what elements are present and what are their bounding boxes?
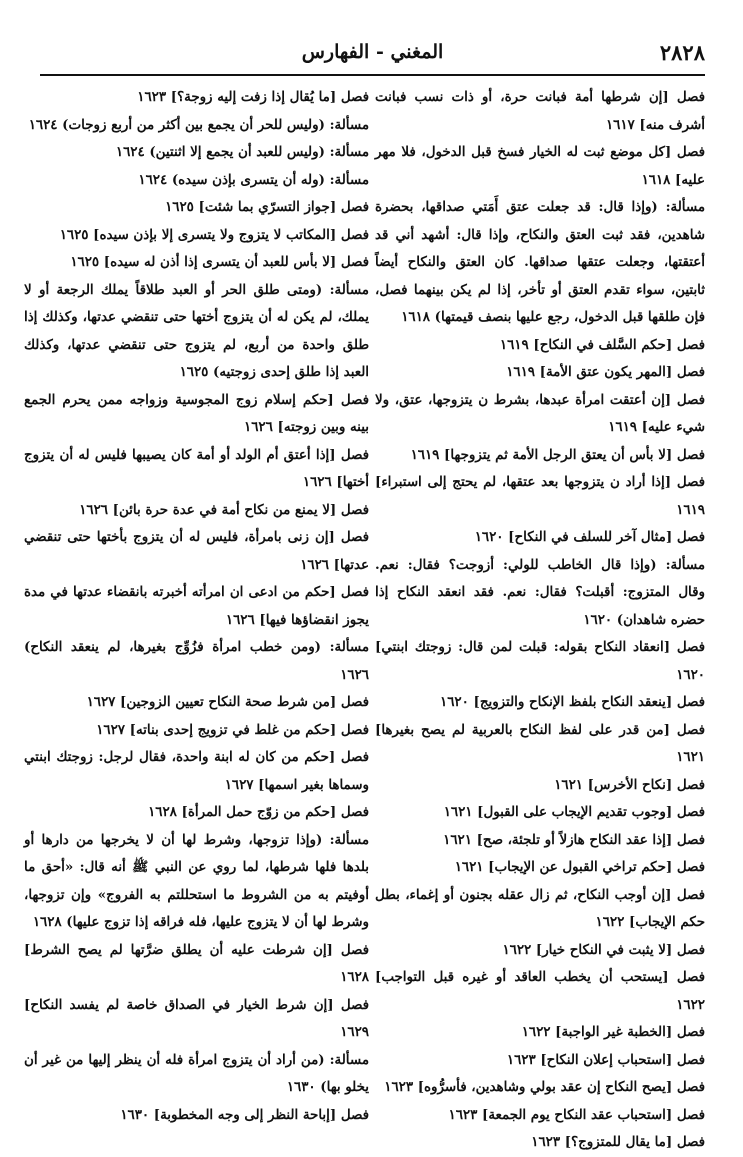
index-column-left <box>24 84 369 1129</box>
index-entry: فصل [جواز التسرّي بما شئت] ١٦٢٥ <box>165 199 369 215</box>
index-entry: فصل [إذا عقد النكاح هازلاً أو تلجئة، صح] ١٦٢١ <box>443 831 705 848</box>
index-column-right <box>375 84 705 1157</box>
page-header <box>40 40 705 70</box>
index-entry: فصل [حكم السَّلف في النكاح] ١٦١٩ <box>499 336 705 353</box>
index-entry: فصل [حكم من كان له ابنة واحدة، فقال لرجل: زوجتك ابنتي وسماها بغير اسمها] ١٦٢٧ <box>24 749 369 793</box>
index-entry: فصل [لا بأس أن يعتق الرجل الأمة ثم يتزوجها] ١٦١٩ <box>410 446 705 463</box>
index-entry: فصل [إباحة النظر إلى وجه المخطوبة] ١٦٣٠ <box>120 1106 369 1123</box>
index-entry: فصل [إن أعتقت امرأة عبدها، بشرط ن يتزوجها، عتق، ولا شيء عليه] ١٦١٩ <box>375 391 705 435</box>
index-entry: مسألة: (وليس للعبد أن يجمع إلا اثنتين) ١٦٢٤ <box>115 144 369 160</box>
page-number: ٢٨٢٨ <box>659 40 705 65</box>
index-entry: فصل [نكاح الأخرس] ١٦٢١ <box>554 776 705 793</box>
index-entry: فصل [انعقاد النكاح بقوله: قبلت لمن قال: زوجتك ابنتي] ١٦٢٠ <box>375 639 705 683</box>
index-entry: فصل [الخطبة غير الواجبة] ١٦٢٢ <box>521 1024 705 1040</box>
index-entry: فصل [يصح النكاح إن عقد بولي وشاهدين، فأسرُّوه] ١٦٢٣ <box>384 1079 705 1095</box>
index-entry: مسألة: (وإذا قال الخاطب للولي: أزوجت؟ فقال: نعم. وقال المتزوج: أقبلت؟ فقال: نعم. فقد انعقد النكاح إذا حضره شاهدان) ١٦٢٠ <box>375 556 705 628</box>
index-entry: فصل [لا بأس للعبد أن يتسرى إذا أذن له سيده] ١٦٢٥ <box>70 254 369 270</box>
index-entry: فصل [ينعقد النكاح بلفظ الإنكاح والتزويج] ١٦٢٠ <box>440 694 705 710</box>
index-entry: فصل [ما يُقال إذا زفت إليه زوجة؟] ١٦٢٣ <box>137 89 369 105</box>
index-entry: فصل [إن شرطها أمة فبانت حرة، أو ذات نسب فبانت أشرف منه] ١٦١٧ <box>375 89 705 133</box>
book-title: المغني <box>390 41 444 63</box>
index-entry: فصل [إن أوجب النكاح، ثم زال عقله بجنون أو إغماء، بطل حكم الإيجاب] ١٦٢٢ <box>375 886 705 930</box>
index-entry: مسألة: (ومتى طلق الحر أو العبد طلاقاً يملك الرجعة أو لا يملك، لم يكن له أن يتزوج أختها حتى تنقضي عدتها، وكذلك إذا طلق واحدة من أربع، لم يتزوج حتى تنقضي عدتها، وكذلك العبد إذا طلق إحدى زوجتيه) ١٦٢٥ <box>24 281 369 380</box>
index-entry: مسألة: (وإذا قال: قد جعلت عتق أَمَتي صداقها، بحضرة شاهدين، فقد ثبت العتق والنكاح، وإذا قال: أشهد أني قد أعتقتها، وجعلت عتقها صداقها. كان العتق والنكاح أيضاً ثابتين، سواء تقدم العتق أو تأخر، إذا لم يكن بينهما فصل، فإن طلقها قبل الدخول، رجع عليها بنصف قيمتها) ١٦١٨ <box>375 199 705 325</box>
index-entry: فصل [لا يثبت في النكاح خيار] ١٦٢٢ <box>502 941 705 958</box>
index-entry: فصل [حكم إسلام زوج المجوسية وزواجه ممن يحرم الجمع بينه وبين زوجته] ١٦٢٦ <box>24 391 369 435</box>
index-entry: فصل [المكاتب لا يتزوج ولا يتسرى إلا بإذن سيده] ١٦٢٥ <box>59 226 369 243</box>
index-entry: فصل [كل موضع ثبت له الخيار فسخ قبل الدخول، فلا مهر عليه] ١٦١٨ <box>375 144 705 188</box>
index-entry: فصل [ما يقال للمتزوج؟] ١٦٢٣ <box>531 1134 705 1150</box>
header-rule <box>40 74 705 76</box>
index-entry: فصل [إن شرطت عليه أن يطلق ضرَّتها لم يصح الشرط] ١٦٢٨ <box>24 941 369 985</box>
index-entry: فصل [مثال آخر للسلف في النكاح] ١٦٢٠ <box>474 529 705 545</box>
index-entry: مسألة: (وإذا تزوجها، وشرط لها أن لا يخرجها من دارها أو بلدها فلها شرطها، لما روي عن النبي ﷺ أنه قال: «أحق ما أوفيتم به من الشروط ما استحللتم به الفروج» وإن تزوجها، وشرط لها أن لا يتزوج عليها، فله فراقه إذا تزوج عليها) ١٦٢٨ <box>24 831 369 930</box>
index-entry: مسألة: (وله أن يتسرى بإذن سيده) ١٦٢٤ <box>138 171 369 188</box>
index-entry: فصل [يستحب أن يخطب العاقد أو غيره قبل التواجب] ١٦٢٢ <box>375 969 705 1013</box>
index-entry: فصل [إن زنى بامرأة، فليس له أن يتزوج بأختها حتى تنقضي عدتها] ١٦٢٦ <box>24 529 369 573</box>
index-entry: فصل [من قدر على لفظ النكاح بالعربية لم يصح بغيرها] ١٦٢١ <box>375 721 705 765</box>
index-entry: فصل [استحباب إعلان النكاح] ١٦٢٣ <box>506 1051 705 1068</box>
index-entry: مسألة: (وليس للحر أن يجمع بين أكثر من أربع زوجات) ١٦٢٤ <box>28 116 369 133</box>
index-entry: فصل [حكم من ادعى ان امرأته أخبرته بانقضاء عدتها في مدة يجوز انقضاؤها فيها] ١٦٢٦ <box>24 584 369 628</box>
index-entry: مسألة: (ومن خطب امرأة فزُوِّج بغيرها، لم ينعقد النكاح) ١٦٢٦ <box>24 639 369 683</box>
index-entry: فصل [من شرط صحة النكاح تعيين الزوجين] ١٦٢٧ <box>86 694 369 710</box>
running-title <box>302 41 444 63</box>
index-entry: فصل [إذا أراد ن يتزوجها بعد عتقها، لم يحتج إلى استبراء] ١٦١٩ <box>375 474 705 518</box>
index-entry: فصل [حكم تراخي القبول عن الإيجاب] ١٦٢١ <box>454 859 705 875</box>
index-entry: فصل [استحباب عقد النكاح يوم الجمعة] ١٦٢٣ <box>448 1106 705 1123</box>
index-entry: فصل [إذا أعتق أم الولد أو أمة كان يصيبها فليس له أن يتزوج أختها] ١٦٢٦ <box>24 446 369 490</box>
index-entry: فصل [لا يمنع من نكاح أمة في عدة حرة بائن] ١٦٢٦ <box>79 501 369 518</box>
index-entry: فصل [حكم من زوّج حمل المرأة] ١٦٢٨ <box>148 804 369 820</box>
index-entry: مسألة: (من أراد أن يتزوج امرأة فله أن ينظر إليها من غير أن يخلو بها) ١٦٣٠ <box>24 1051 369 1095</box>
index-entry: فصل [وجوب تقديم الإيجاب على القبول] ١٦٢١ <box>443 804 705 820</box>
index-entry: فصل [حكم من غلط في تزويج إحدى بناته] ١٦٢٧ <box>96 721 369 738</box>
index-entry: فصل [إن شرط الخيار في الصداق خاصة لم يفسد النكاح] ١٦٢٩ <box>24 996 369 1040</box>
title-separator: - <box>369 41 391 63</box>
section-title: الفهارس <box>301 41 370 63</box>
index-entry: فصل [المهر يكون عتق الأمة] ١٦١٩ <box>506 364 705 380</box>
